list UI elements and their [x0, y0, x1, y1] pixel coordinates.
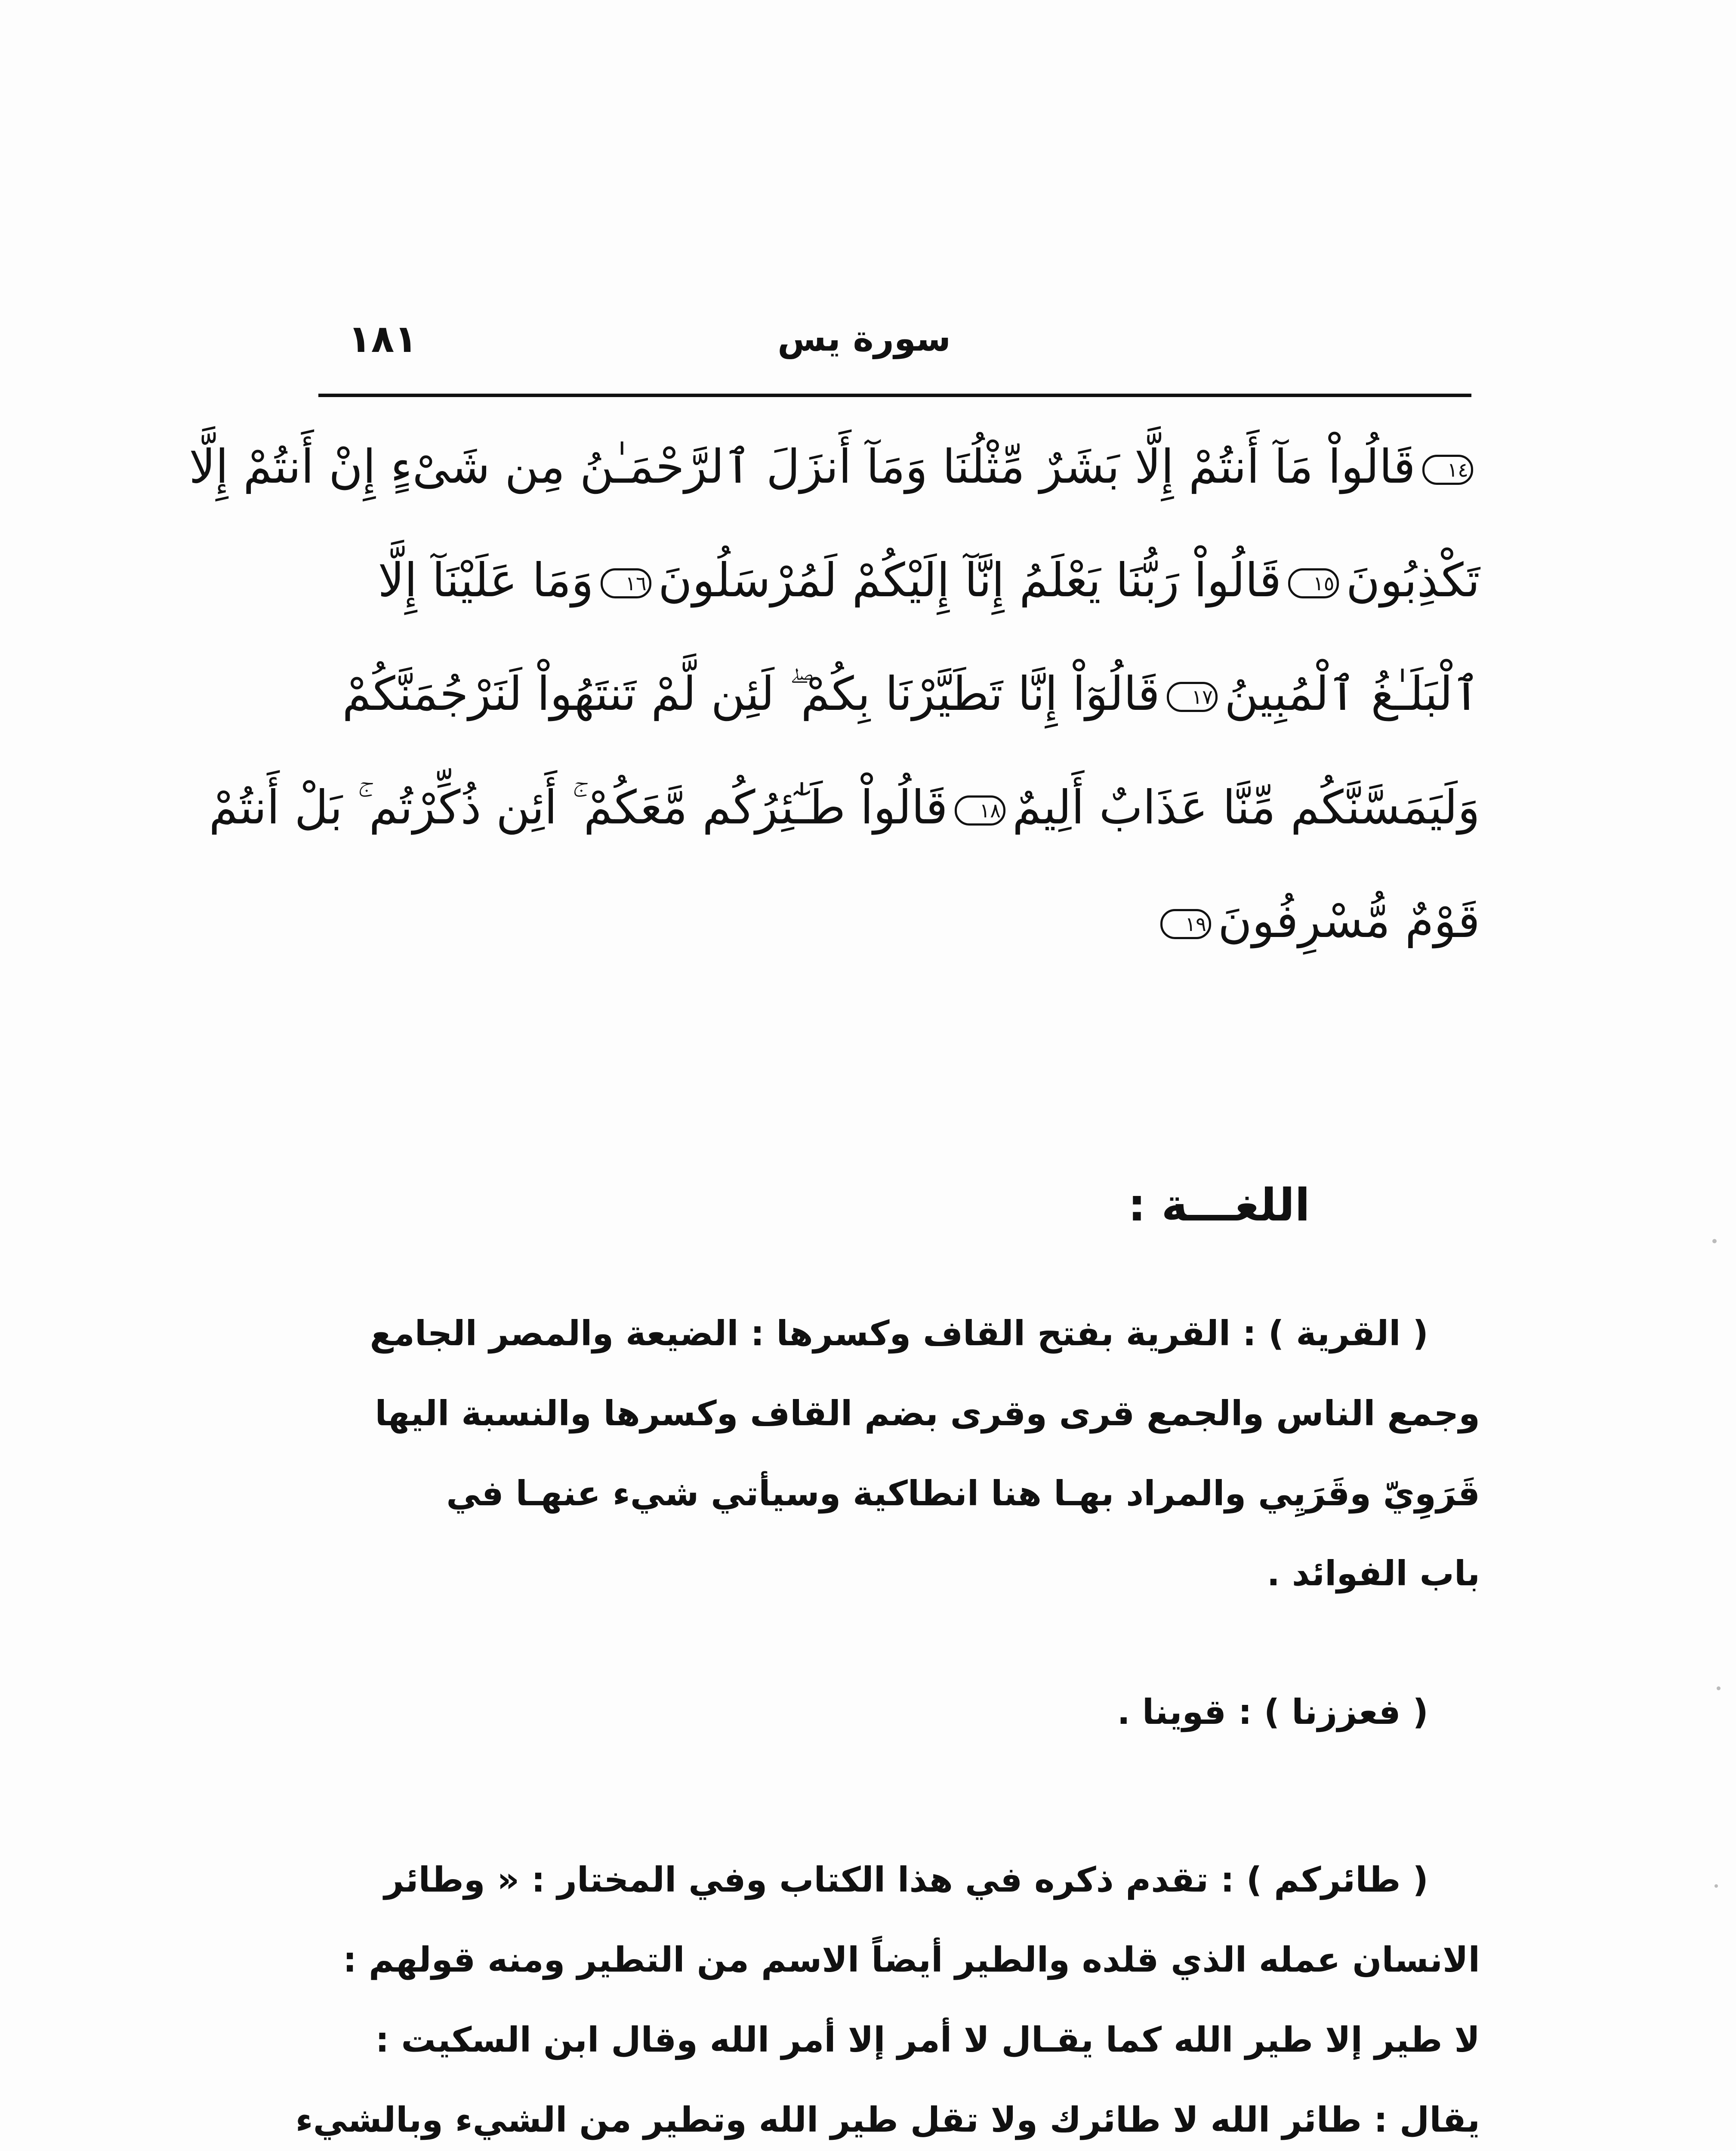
paragraph-line: وجمع الناس والجمع قرى وقرى بضم القاف وكسرها والنسبة اليها — [375, 1393, 1480, 1433]
commentary-paragraph-taairukum — [297, 1858, 1480, 2151]
ayah-number-marker: ١٤ — [1422, 455, 1473, 485]
verse-text: وَلَيَمَسَّنَّكُم مِّنَّا عَذَابٌ أَلِيمٌ — [1012, 781, 1480, 835]
verse-line — [297, 893, 1480, 1007]
scan-speck — [1717, 1686, 1721, 1690]
verse-text: قَالُواْ مَآ أَنتُمْ إِلَّا بَشَرٌ مِّثْلُنَا وَمَآ أَنزَلَ ٱلرَّحْمَـٰنُ مِن شَىْءٍ إِنْ أَنتُمْ إِلَّا — [189, 440, 1415, 494]
ayah-number-marker: ١٨ — [955, 795, 1005, 826]
verse-line — [297, 666, 1480, 780]
verse-text: قَالُواْ طَـٰٓئِرُكُم مَّعَكُمْ ۚ أَئِن ذُكِّرْتُم ۚ بَلْ أَنتُمْ — [209, 781, 948, 835]
quran-verses — [189, 439, 1480, 1007]
verse-line — [189, 439, 1480, 552]
paragraph-line: الانسان عمله الذي قلده والطير أيضاً الاسم من التطير ومنه قولهم : — [343, 1940, 1480, 1980]
verse-text: تَكْذِبُونَ — [1346, 554, 1480, 607]
paragraph-line: ( طائركم ) : تقدم ذكره في هذا الكتاب وفي المختار : « وطائر — [384, 1860, 1428, 1900]
section-heading-language: اللغـــة : — [1128, 1179, 1310, 1231]
paragraph-line: ( فعززنا ) : قوينا . — [1117, 1692, 1428, 1732]
verse-line — [209, 780, 1480, 893]
ayah-number-marker: ١٩ — [1160, 909, 1211, 939]
paragraph-line: يقال : طائر الله لا طائرك ولا تقل طير الله وتطير من الشيء وبالشيء — [295, 2100, 1480, 2140]
verse-text: ٱلْبَلَـٰغُ ٱلْمُبِينُ — [1224, 667, 1480, 721]
scan-speck — [1712, 1239, 1717, 1243]
verse-text: وَمَا عَلَيْنَآ إِلَّا — [378, 554, 594, 607]
commentary-paragraph-azzazna — [297, 1691, 1480, 1771]
paragraph-line: باب الفوائد . — [1267, 1553, 1480, 1593]
verse-text: قَالُواْ رَبُّنَا يَعْلَمُ إِنَّآ إِلَيْكُمْ لَمُرْسَلُونَ — [658, 554, 1282, 607]
surah-title: سورة يس — [777, 318, 951, 359]
ayah-number-marker: ١٦ — [601, 568, 651, 598]
commentary-paragraph-qarya — [297, 1312, 1480, 1632]
verse-line — [297, 552, 1480, 666]
verse-text: قَوْمٌ مُّسْرِفُونَ — [1218, 894, 1480, 948]
header-rule — [318, 394, 1471, 397]
ayah-number-marker: ١٧ — [1167, 682, 1218, 712]
paragraph-line: لا طير إلا طير الله كما يقـال لا أمر إلا أمر الله وقال ابن السكيت : — [375, 2020, 1480, 2060]
running-header — [318, 301, 1471, 379]
paragraph-line: قَرَوِيّ وقَرَيِي والمراد بهـا هنا انطاكية وسيأتي شيء عنهـا في — [446, 1473, 1480, 1513]
paragraph-line: ( القرية ) : القرية بفتح القاف وكسرها : الضيعة والمصر الجامع — [370, 1313, 1428, 1353]
page-number: ١٨١ — [348, 317, 417, 361]
scan-speck — [1714, 1884, 1718, 1888]
verse-text: قَالُوٓاْ إِنَّا تَطَيَّرْنَا بِكُمْ ۖ لَئِن لَّمْ تَنتَهُواْ لَنَرْجُمَنَّكُمْ — [342, 667, 1160, 721]
ayah-number-marker: ١٥ — [1288, 568, 1339, 598]
